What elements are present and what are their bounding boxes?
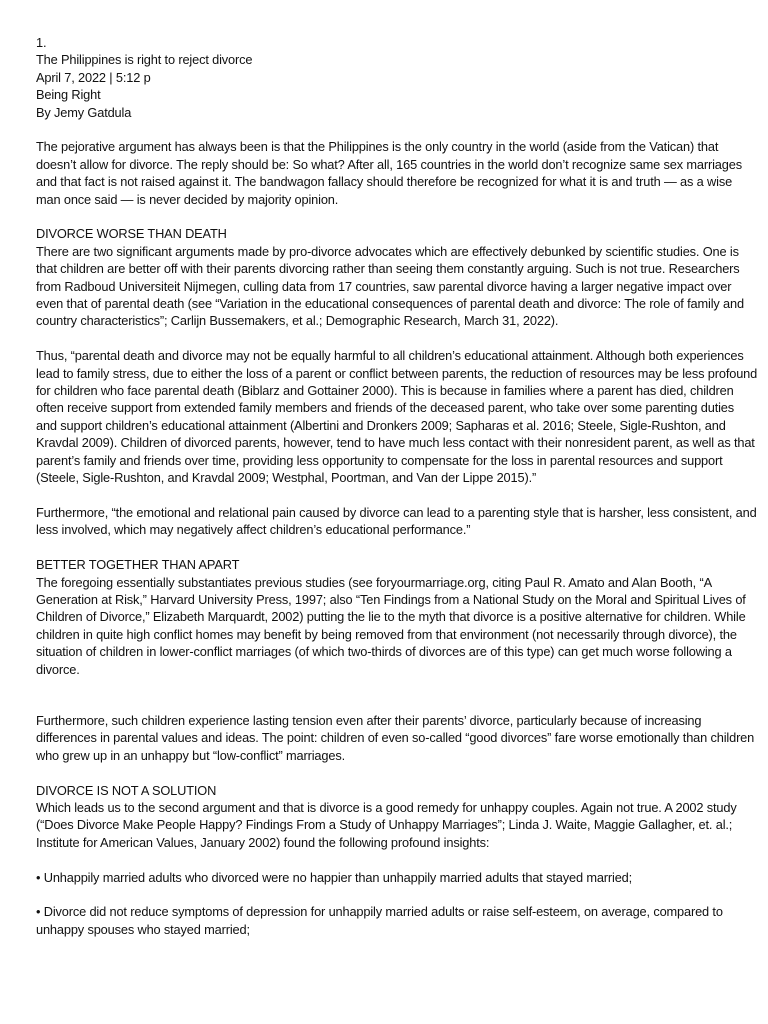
section-heading-better-together: BETTER TOGETHER THAN APART [36, 557, 240, 573]
body-paragraph: Thus, “parental death and divorce may not be equally harmful to all children’s educational attainment. Although both experiences lead to family stress, due to either the loss of a parent or conflict between parents, the reduction of resources may be less profound for children who face parental death (Biblarz and Gottainer 2000). This is because in families where a parent has died, children often receive support from extended family members and friends of the deceased parent, who take over some parenting duties and support children’s educational attainment (Albertini and Dronkers 2009; Sapharas et al. 2016; Steele, Sigle-Rushton, and Kravdal 2009). Children of divorced parents, however, tend to have much less contact with their nonresident parent, as well as that parent’s family and friends over time, providing less opportunity to compensate for the loss in parental resources and support (Steele, Sigle-Rushton, and Kravdal 2009; Westphal, Poortman, and Van der Lippe 2015).” [36, 348, 758, 486]
body-paragraph: Furthermore, such children experience lasting tension even after their parents’ divorce, particularly because of increasing differences in parental values and ideas. The point: children of even so-called “good divorces” fare worse emotionally than children who grew up in an unhappy but “low-conflict” marriages. [36, 712, 755, 763]
document-page [36, 34, 758, 938]
spacer [36, 487, 758, 504]
spacer [36, 678, 758, 712]
spacer [36, 121, 758, 138]
spacer [36, 208, 758, 225]
article-header [36, 34, 758, 121]
body-paragraph: There are two significant arguments made by pro-divorce advocates which are effectively debunked by scientific studies. One is that children are better off with their parents divorcing rather than seeing them constantly arguing. Such is not true. Researchers from Radboud Universiteit Nijmegen, culling data from 17 countries, saw parental divorce having a larger negative impact over even that of parental death (see “Variation in the educational consequences of parental death and divorce: The role of family and country characteristics”; Carlijn Bussemakers, et al.; Demographic Research, March 31, 2022). [36, 243, 744, 329]
body-paragraph: Which leads us to the second argument and that is divorce is a good remedy for unhappy couples. Again not true. A 2002 study (“Does Divorce Make People Happy? Findings From a Study of Unhappy Marriages”; Linda J. Waite, Maggie Gallagher, et. al.; Institute for American Values, January 2002) found the following profound insights: [36, 799, 737, 850]
article-date: April 7, 2022 | 5:12 p [36, 69, 151, 85]
item-number: 1. [36, 35, 47, 50]
bullet-item: • Divorce did not reduce symptoms of depression for unhappily married adults or raise self-esteem, on average, compared to unhappy spouses who stayed married; [36, 904, 723, 937]
article-title: The Philippines is right to reject divorce [36, 52, 253, 68]
body-paragraph: The foregoing essentially substantiates previous studies (see foryourmarriage.org, citing Paul R. Amato and Alan Booth, “A Generation at Risk,” Harvard University Press, 1997; also “Ten Findings from a National Study on the Moral and Spiritual Lives of Children of Divorce,” Elizabeth Marquardt, 2002) putting the lie to the myth that divorce is a positive alternative for children. While children in quite high conflict homes may benefit by being removed from that environment (not necessarily through divorce), the situation of children in lower-conflict marriages (of which two-thirds of divorces are of this type) can get much worse following a divorce. [36, 574, 746, 677]
spacer [36, 764, 758, 781]
spacer [36, 330, 758, 347]
byline: By Jemy Gatdula [36, 104, 132, 120]
body-paragraph: Furthermore, “the emotional and relational pain caused by divorce can lead to a parenting style that is harsher, less consistent, and less involved, which may negatively affect children’s educational performance.” [36, 504, 757, 538]
section-heading-divorce-not-solution: DIVORCE IS NOT A SOLUTION [36, 782, 217, 798]
intro-paragraph: The pejorative argument has always been is that the Philippines is the only country in the world (aside from the Vatican) that doesn’t allow for divorce. The reply should be: So what? After all, 165 countries in the world don’t recognize same sex marriages and that fact is not raised against it. The bandwagon fallacy should therefore be recognized for what it is and truth — as a wise man once said — is never decided by majority opinion. [36, 139, 742, 207]
spacer [36, 886, 758, 903]
spacer [36, 851, 758, 868]
spacer [36, 539, 758, 556]
section-heading-divorce-worse-than-death: DIVORCE WORSE THAN DEATH [36, 226, 227, 242]
bullet-item: • Unhappily married adults who divorced were no happier than unhappily married adults that stayed married; [36, 869, 633, 885]
column-name: Being Right [36, 87, 101, 103]
